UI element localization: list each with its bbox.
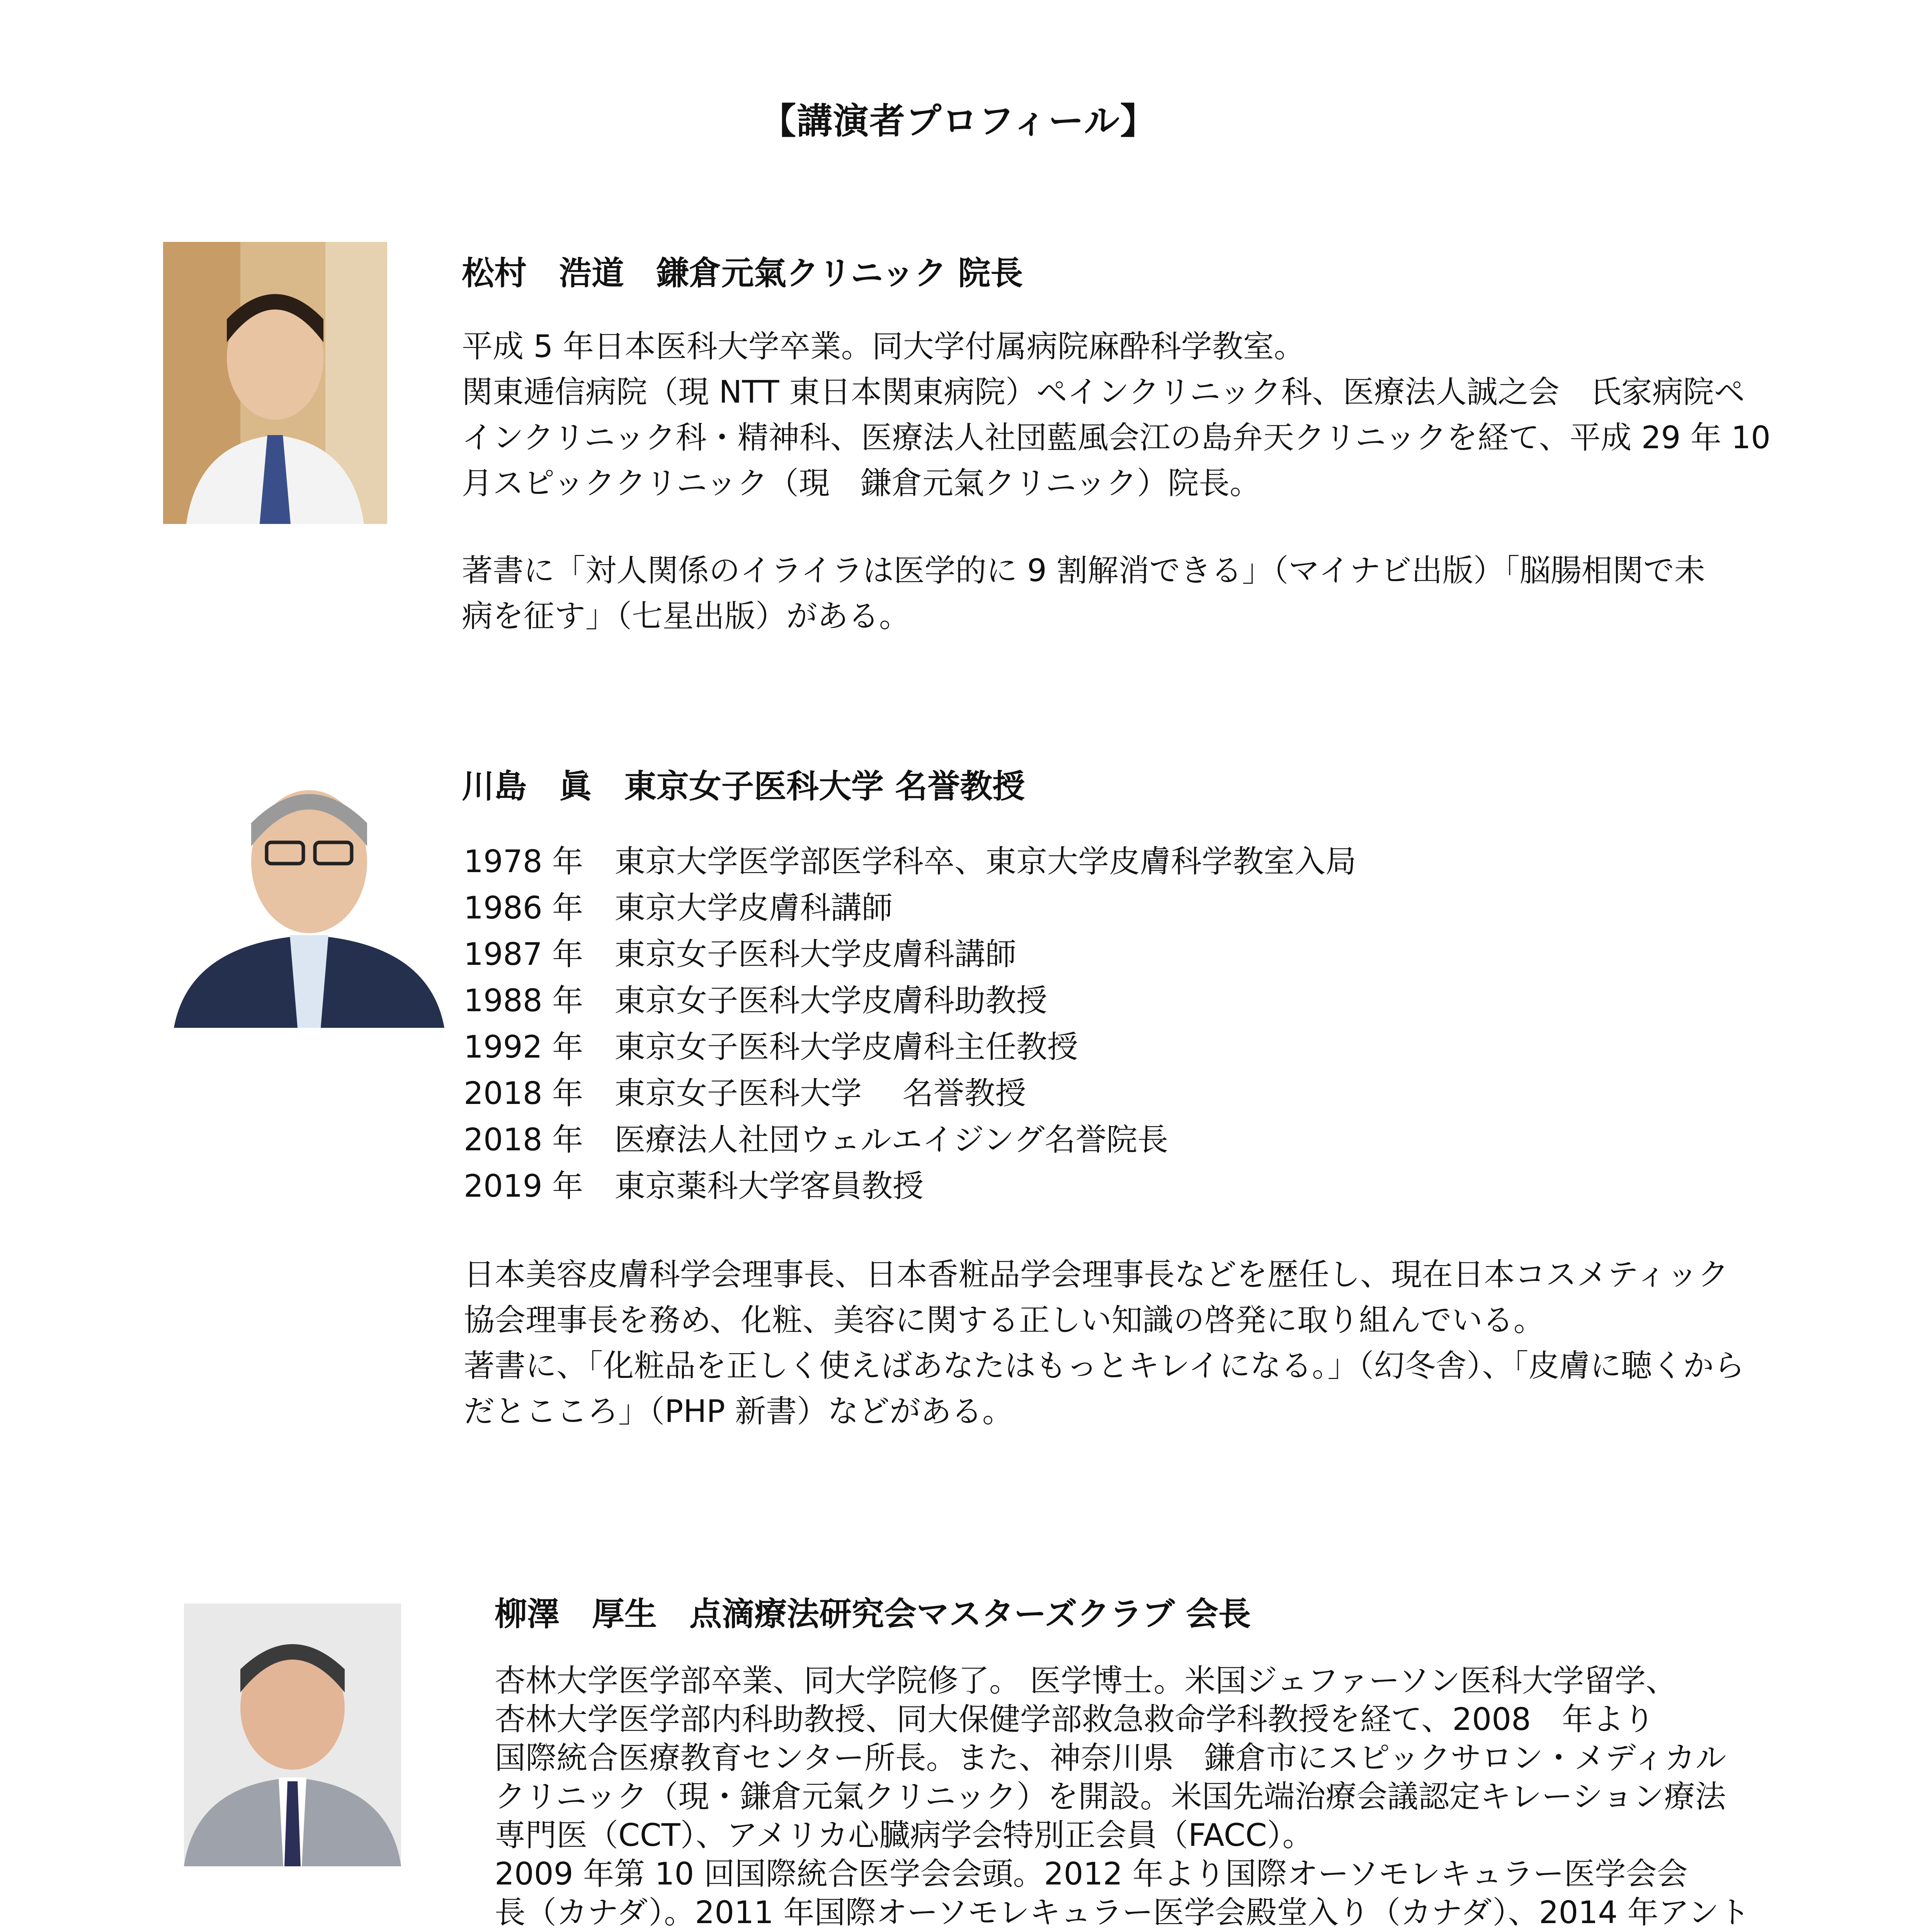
speaker-career-kawashima [464,838,1356,1209]
speaker-heading-kawashima: 川島 眞 東京女子医科大学 名誉教授 [462,767,1025,805]
career-text: 医療法人社団ウェルエイジング名誉院長 [614,1122,1169,1158]
career-row [464,1070,1356,1117]
speaker-photo-yanagisawa [184,1604,401,1866]
career-text: 東京大学医学部医学科卒、東京大学皮膚科学教室入局 [614,844,1356,879]
speaker-bio-matsumura [462,324,1771,506]
speaker-heading-matsumura: 松村 浩道 鎌倉元氣クリニック 院長 [462,254,1023,292]
speaker-photo-kawashima [174,757,444,1028]
bio-line: 平成 5 年日本医科大学卒業。同大学付属病院麻酔科学教室。 [462,328,1305,364]
speaker-heading-yanagisawa: 柳澤 厚生 点滴療法研究会マスターズクラブ 会長 [495,1595,1251,1633]
career-year: 2019 年 [464,1168,583,1204]
career-row [464,838,1356,885]
career-row [464,1024,1356,1070]
career-year: 2018 年 [464,1122,583,1158]
bio-line: インクリニック科・精神科、医療法人社団藍風会江の島弁天クリニックを経て、平成 29 年 10 [462,420,1771,456]
career-row [464,978,1356,1024]
career-text: 東京女子医科大学皮膚科主任教授 [614,1029,1078,1065]
bio-line: 杏林大学医学部卒業、同大学院修了。 医学博士。米国ジェファーソン医科大学留学、 [495,1663,1677,1699]
bio-line: 日本美容皮膚科学会理事長、日本香粧品学会理事長などを歴任し、現在日本コスメティック [464,1257,1729,1293]
page-title: 【講演者プロフィール】 [760,100,1157,142]
bio-line: 杏林大学医学部内科助教授、同大保健学部救急救命学科教授を経て、2008 年より [495,1701,1655,1737]
career-row [464,1117,1356,1163]
bio-line: 2009 年第 10 回国際統合医学会会頭。2012 年より国際オーソモレキュラー医学会会 [495,1856,1688,1892]
career-text: 東京大学皮膚科講師 [614,890,893,926]
speaker-photo-matsumura [163,242,387,524]
career-row [464,931,1356,978]
career-year: 1988 年 [464,983,583,1019]
bio-line: 月スピッククリニック（現 鎌倉元氣クリニック）院長。 [462,465,1261,501]
career-text: 東京薬科大学客員教授 [614,1168,924,1204]
speaker-books-matsumura [462,548,1705,639]
career-year: 1986 年 [464,890,583,926]
bio-line: 著書に「対人関係のイライラは医学的に 9 割解消できる」（マイナビ出版）「脳腸相関で未 [462,553,1705,588]
bio-line: 病を征す」（七星出版）がある。 [462,598,910,634]
bio-line: 専門医（CCT）、アメリカ心臓病学会特別正会員（FACC）。 [495,1817,1313,1853]
career-row [464,885,1356,931]
bio-line: 協会理事長を務め、化粧、美容に関する正しい知識の啓発に取り組んでいる。 [464,1302,1544,1338]
career-text: 東京女子医科大学 名誉教授 [614,1075,1026,1111]
career-row [464,1163,1356,1209]
bio-line: クリニック（現・鎌倉元氣クリニック）を開設。米国先端治療会議認定キレーション療法 [495,1779,1726,1815]
career-text: 東京女子医科大学皮膚科講師 [614,936,1016,972]
bio-line: 関東逓信病院（現 NTT 東日本関東病院）ペインクリニック科、医療法人誠之会 氏家病院ペ [462,374,1745,410]
speaker-bio-yanagisawa [495,1662,1750,1932]
career-year: 1987 年 [464,936,583,972]
bio-line: 長（カナダ）。2011 年国際オーソモレキュラー医学会殿堂入り（カナダ）、2014 年アント [495,1895,1750,1930]
bio-line: 著書に、「化粧品を正しく使えばあなたはもっとキレイになる。」（幻冬舎）、「皮膚に聴くから [464,1348,1745,1384]
career-year: 1978 年 [464,844,583,879]
career-year: 1992 年 [464,1029,583,1065]
speaker-bio-kawashima [464,1252,1745,1434]
bio-line: だとこころ」（PHP 新書）などがある。 [464,1393,1014,1429]
bio-line: 国際統合医療教育センター所長。また、神奈川県 鎌倉市にスピックサロン・メディカル [495,1740,1726,1776]
career-text: 東京女子医科大学皮膚科助教授 [614,983,1047,1019]
career-year: 2018 年 [464,1075,583,1111]
